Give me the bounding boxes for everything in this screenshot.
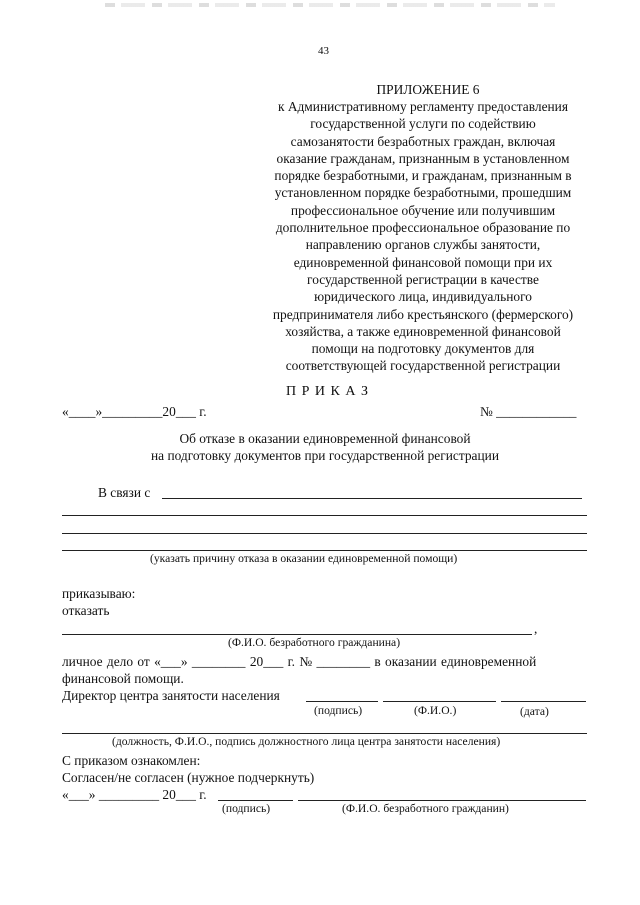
appendix-heading: ПРИЛОЖЕНИЕ 6 — [376, 82, 480, 97]
scan-noise — [105, 3, 555, 7]
acknowledge-fio-caption: (Ф.И.О. безработного гражданин) — [342, 802, 509, 815]
appendix-line: самозанятости безработных граждан, включая — [290, 133, 556, 149]
order-subject — [60, 430, 590, 464]
acknowledge-line-1: С приказом ознакомлен: — [62, 753, 201, 768]
acknowledge-date: «___» _________ 20___ г. — [62, 787, 207, 802]
appendix-block — [248, 82, 598, 375]
director-date-line[interactable] — [501, 701, 586, 702]
appendix-line: профессиональное обучение или получившим — [290, 202, 556, 218]
fio-comma: , — [534, 621, 538, 636]
appendix-line: хозяйства, а также единовременной финансовой — [285, 323, 561, 339]
reason-field-line-2[interactable] — [62, 515, 587, 516]
appendix-text — [248, 98, 598, 375]
reason-caption: (указать причину отказа в оказании единовременной помощи) — [150, 552, 458, 565]
appendix-line: государственной регистрации в качестве — [307, 271, 539, 287]
order-title: П Р И К А З — [286, 384, 369, 399]
reason-field-line-1[interactable] — [162, 498, 582, 499]
refuse-word: отказать — [62, 603, 110, 618]
acknowledge-sign-line[interactable] — [218, 800, 293, 801]
position-caption: (должность, Ф.И.О., подпись должностного лица центра занятости населения) — [112, 735, 501, 748]
director-label: Директор центра занятости населения — [62, 688, 280, 703]
appendix-line: дополнительное профессиональное образование по — [275, 220, 571, 236]
order-number: № ____________ — [480, 404, 577, 419]
acknowledge-sign-caption: (подпись) — [222, 802, 271, 815]
reason-label: В связи с — [98, 485, 151, 500]
director-sign-line[interactable] — [306, 701, 378, 702]
subject-line-2: на подготовку документов при государственной регистрации — [151, 448, 499, 463]
director-date-caption: (дата) — [520, 705, 549, 718]
appendix-line: помощи на подготовку документов для — [311, 341, 535, 357]
fio-caption: (Ф.И.О. безработного гражданина) — [228, 636, 401, 649]
appendix-line: единовременной финансовой помощи при их — [293, 254, 553, 270]
acknowledge-line-2: Согласен/не согласен (нужное подчеркнуть) — [62, 770, 315, 785]
appendix-line: юридического лица, индивидуального — [314, 289, 532, 305]
appendix-line: оказание гражданам, признанным в установленном — [276, 150, 570, 166]
subject-line-1: Об отказе в оказании единовременной финансовой — [179, 431, 471, 446]
appendix-line: предпринимателя либо крестьянского (фермерского) — [272, 306, 574, 322]
appendix-line: установленном порядке безработными, прошедшим — [274, 185, 572, 201]
appendix-line: к Административному регламенту предоставления — [277, 99, 569, 114]
director-fio-line[interactable] — [383, 701, 496, 702]
reason-field-line-4[interactable] — [62, 550, 587, 551]
position-field-line[interactable] — [62, 733, 587, 734]
director-sign-caption: (подпись) — [314, 704, 363, 717]
appendix-line: соответствующей государственной регистрации — [285, 358, 561, 374]
appendix-line: направлению органов службы занятости, — [305, 237, 541, 253]
director-fio-caption: (Ф.И.О.) — [414, 704, 457, 717]
fio-field-line[interactable] — [62, 634, 532, 635]
order-word: приказываю: — [62, 586, 136, 601]
acknowledge-fio-line[interactable] — [298, 800, 586, 801]
order-date: «____»_________20___ г. — [62, 404, 207, 419]
appendix-line: порядке безработными, и гражданам, признанным в — [274, 168, 572, 184]
reason-field-line-3[interactable] — [62, 533, 587, 534]
page-number: 43 — [318, 45, 329, 57]
appendix-line: государственной услуги по содействию — [310, 116, 536, 132]
case-line: личное дело от «___» ________ 20___ г. № ________ в оказании единовременной — [62, 654, 537, 669]
case-line-2: финансовой помощи. — [62, 671, 184, 686]
